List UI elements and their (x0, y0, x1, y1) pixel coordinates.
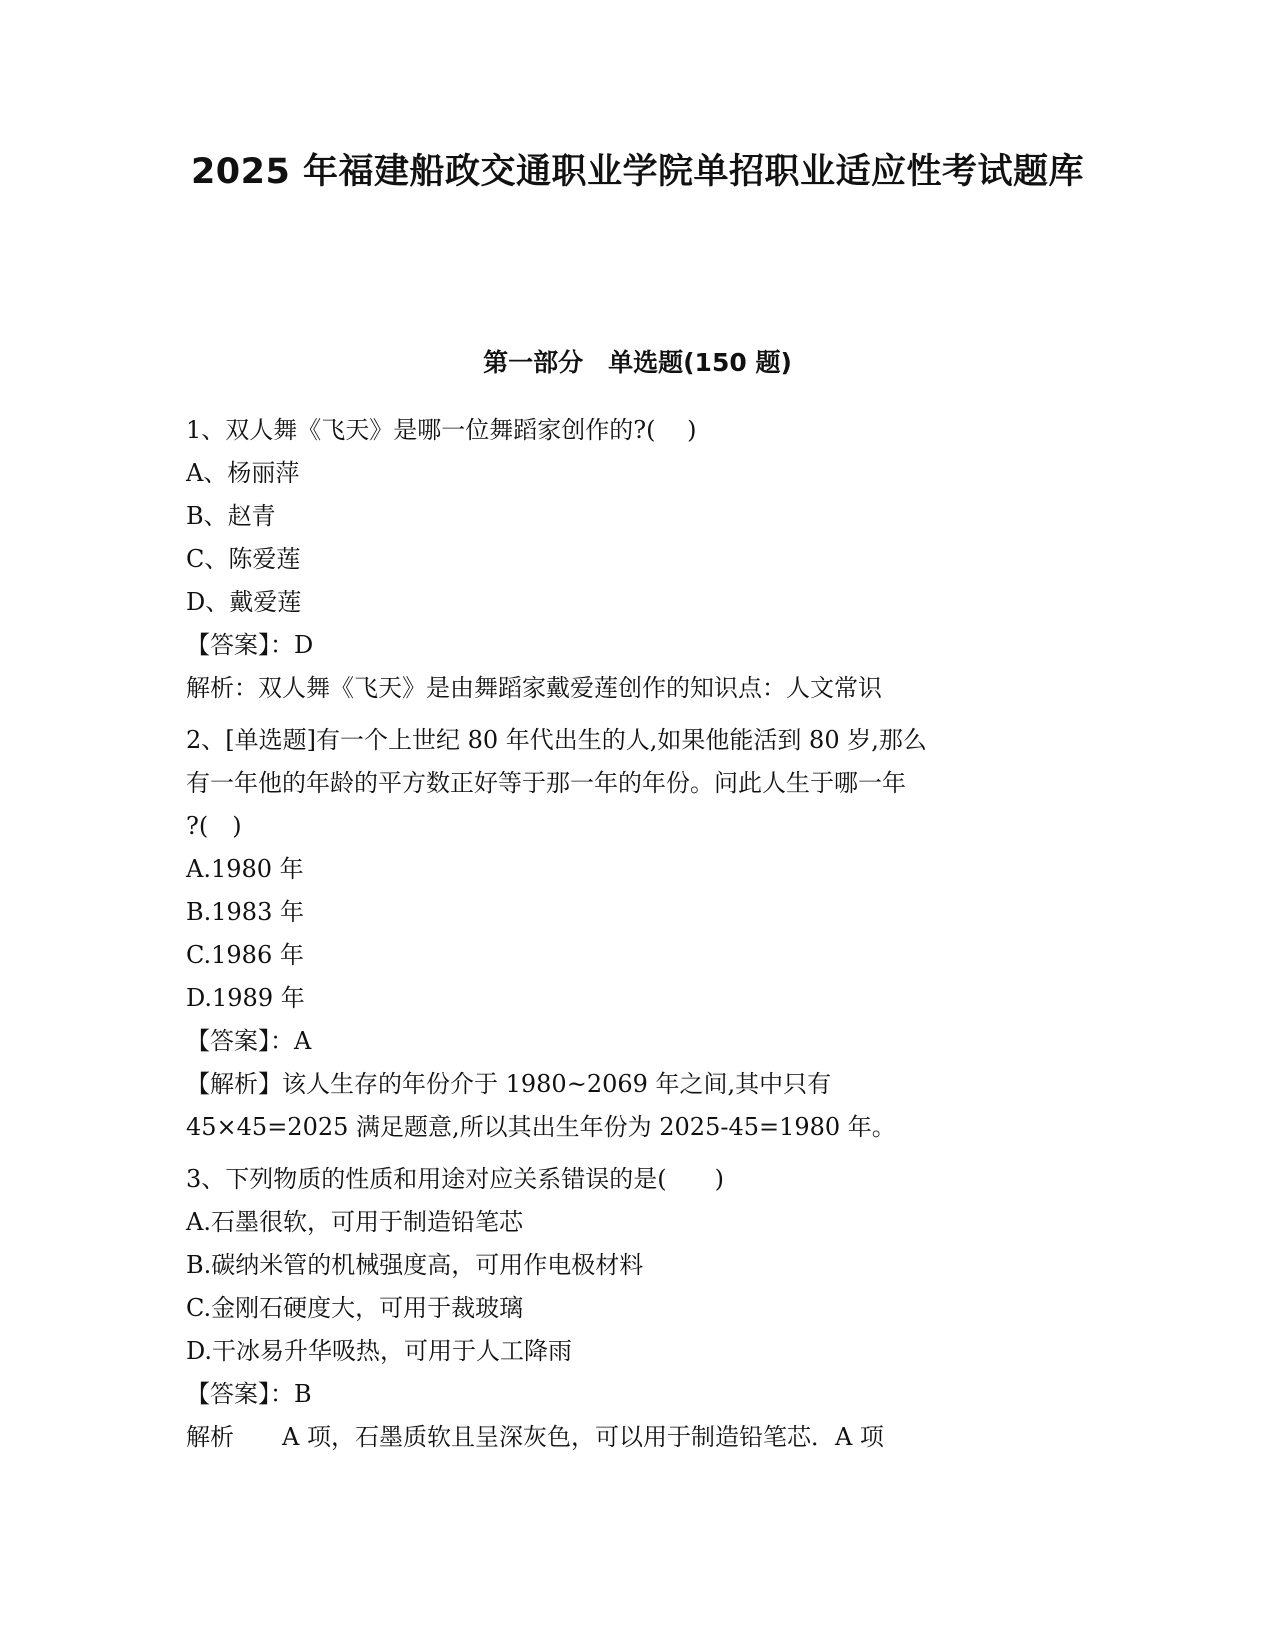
answer-line: 【答案】：B (186, 1380, 312, 1408)
document-title: 2025 年福建船政交通职业学院单招职业适应性考试题库 (190, 152, 1085, 192)
question-list (186, 409, 1086, 1468)
option-b: B、赵青 (186, 502, 276, 530)
option-c: C.1986 年 (186, 941, 304, 969)
option-d: D.干冰易升华吸热，可用于人工降雨 (186, 1337, 573, 1365)
option-a: A.1980 年 (186, 855, 304, 883)
explanation-line: 45×45=2025 满足题意,所以其出生年份为 2025-45=1980 年。 (186, 1113, 896, 1141)
section-heading: 第一部分 单选题(150 题) (483, 348, 792, 377)
option-d: D、戴爱莲 (186, 588, 302, 616)
option-b: B.1983 年 (186, 898, 304, 926)
question-2 (186, 719, 1086, 1149)
option-d: D.1989 年 (186, 984, 305, 1012)
explanation-line: 【解析】该人生存的年份介于 1980~2069 年之间,其中只有 (186, 1070, 832, 1098)
option-c: C、陈爱莲 (186, 545, 301, 573)
answer-line: 【答案】：A (186, 1027, 312, 1055)
explanation-line: 解析：双人舞《飞天》是由舞蹈家戴爱莲创作的知识点：人文常识 (186, 674, 882, 702)
question-3 (186, 1158, 1086, 1459)
question-stem-line: 有一年他的年龄的平方数正好等于那一年的年份。问此人生于哪一年 (186, 769, 906, 797)
option-a: A、杨丽萍 (186, 459, 300, 487)
question-stem: 1、双人舞《飞天》是哪一位舞蹈家创作的?( ) (186, 416, 697, 444)
option-c: C.金刚石硬度大，可用于裁玻璃 (186, 1294, 524, 1322)
option-a: A.石墨很软，可用于制造铅笔芯 (186, 1208, 523, 1236)
question-1 (186, 409, 1086, 710)
question-stem: 3、下列物质的性质和用途对应关系错误的是( ) (186, 1165, 724, 1193)
option-b: B.碳纳米管的机械强度高，可用作电极材料 (186, 1251, 644, 1279)
question-stem-line: ?( ) (186, 812, 242, 840)
answer-line: 【答案】：D (186, 631, 314, 659)
explanation-line: 解析 A 项，石墨质软且呈深灰色，可以用于制造铅笔芯．A 项 (186, 1423, 884, 1451)
question-stem-line: 2、[单选题]有一个上世纪 80 年代出生的人,如果他能活到 80 岁,那么 (186, 726, 927, 754)
